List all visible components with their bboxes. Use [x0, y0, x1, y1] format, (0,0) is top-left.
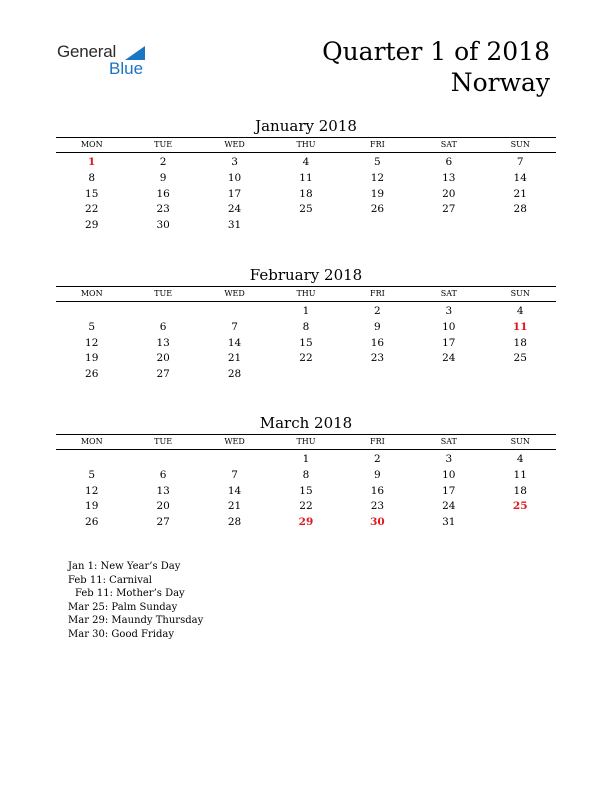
week-row	[56, 452, 556, 468]
day-cell: 31	[442, 516, 456, 529]
day-cell: 25	[299, 203, 313, 216]
day-cell: 28	[513, 203, 527, 216]
day-cell: 23	[156, 203, 170, 216]
month-title: January 2018	[255, 117, 357, 135]
holiday-list	[68, 560, 203, 642]
holiday-item: Mar 29: Maundy Thursday	[68, 615, 204, 627]
day-cell: 3	[445, 453, 453, 465]
day-cell	[56, 304, 127, 320]
day-cell	[485, 218, 556, 234]
day-cell: 8	[302, 468, 310, 481]
day-cell: 6	[445, 156, 453, 168]
day-cell	[342, 367, 413, 383]
weekday-header-row	[56, 137, 556, 153]
day-cell: 2	[159, 156, 167, 168]
day-cell: 8	[88, 171, 96, 184]
day-cell: 10	[442, 468, 456, 481]
weekday-label: SAT	[440, 289, 457, 298]
day-cell	[127, 452, 198, 468]
day-cell	[270, 218, 341, 234]
weekday-label: TUE	[154, 140, 173, 149]
logo-triangle-icon	[125, 46, 145, 60]
day-cell: 11	[512, 320, 528, 333]
day-cell: 7	[516, 156, 524, 168]
week-row	[56, 499, 556, 515]
weekday-label: FRI	[370, 140, 385, 149]
day-cell: 12	[85, 484, 99, 497]
weekday-label: MON	[80, 289, 103, 298]
day-cell: 25	[513, 352, 527, 365]
week-row	[56, 484, 556, 500]
day-cell: 4	[302, 156, 310, 168]
day-cell: 15	[299, 484, 313, 497]
weekday-label: WED	[224, 437, 245, 446]
day-cell: 4	[516, 305, 524, 317]
day-cell: 16	[156, 187, 170, 200]
weekday-label: WED	[224, 140, 245, 149]
day-cell: 18	[299, 187, 313, 200]
month-calendar-march	[56, 413, 556, 531]
week-row	[56, 187, 556, 203]
day-cell: 15	[299, 336, 313, 349]
month-title: February 2018	[249, 266, 363, 284]
month-calendar-january	[56, 116, 556, 234]
day-cell: 7	[231, 320, 238, 333]
day-cell: 27	[442, 203, 456, 216]
week-row	[56, 515, 556, 531]
day-cell: 2	[374, 305, 381, 317]
day-cell: 12	[370, 171, 385, 184]
weekday-label: FRI	[370, 437, 385, 446]
country-title: Norway	[450, 68, 550, 97]
day-cell: 30	[156, 219, 170, 232]
weekday-label: WED	[224, 289, 245, 298]
day-cell: 11	[513, 468, 527, 481]
holiday-item: Feb 11: Mother’s Day	[75, 588, 185, 600]
day-cell: 26	[370, 203, 385, 216]
day-cell: 9	[159, 171, 167, 184]
day-cell	[127, 304, 198, 320]
day-cell: 20	[156, 500, 170, 513]
day-cell: 21	[227, 352, 242, 365]
day-cell: 2	[374, 453, 381, 465]
week-row	[56, 351, 556, 367]
day-cell	[56, 452, 127, 468]
day-cell: 29	[298, 516, 314, 529]
day-cell	[485, 367, 556, 383]
day-cell	[270, 367, 341, 383]
page-title	[322, 36, 550, 98]
week-row	[56, 155, 556, 171]
day-cell: 13	[156, 336, 170, 349]
day-cell: 16	[370, 484, 385, 497]
day-cell: 13	[442, 171, 456, 184]
day-cell: 24	[442, 352, 456, 365]
weekday-label: THU	[296, 437, 316, 446]
day-cell: 18	[513, 484, 527, 497]
day-cell: 20	[442, 187, 456, 200]
day-cell: 23	[370, 352, 385, 365]
day-cell	[342, 218, 413, 234]
day-cell: 5	[374, 156, 381, 168]
week-row	[56, 304, 556, 320]
day-cell	[413, 218, 484, 234]
weekday-label: SAT	[440, 437, 457, 446]
day-cell: 24	[442, 500, 456, 513]
weekday-label: SUN	[510, 140, 530, 149]
day-cell: 4	[516, 453, 524, 465]
day-cell	[199, 304, 270, 320]
day-cell	[485, 515, 556, 531]
day-cell: 19	[85, 352, 99, 365]
day-cell: 24	[227, 203, 242, 216]
day-cell: 6	[159, 468, 167, 481]
day-cell: 3	[445, 305, 453, 317]
day-cell: 16	[370, 336, 385, 349]
weekday-label: MON	[80, 437, 103, 446]
weekday-label: THU	[296, 140, 316, 149]
day-cell: 1	[88, 156, 96, 168]
day-cell: 12	[85, 336, 99, 349]
week-row	[56, 218, 556, 234]
day-cell: 21	[227, 500, 242, 513]
day-cell: 18	[513, 336, 527, 349]
week-row	[56, 336, 556, 352]
day-cell: 25	[512, 500, 528, 513]
day-cell: 22	[299, 500, 313, 513]
weekday-header-row	[56, 434, 556, 450]
weekday-label: FRI	[370, 289, 385, 298]
day-cell: 17	[442, 484, 456, 497]
weekday-label: SUN	[510, 289, 530, 298]
day-cell: 23	[370, 500, 385, 513]
day-cell: 22	[85, 203, 99, 216]
day-cell: 19	[85, 500, 99, 513]
day-cell: 15	[85, 187, 99, 200]
week-row	[56, 468, 556, 484]
weekday-label: TUE	[154, 437, 173, 446]
logo-text-blue: Blue	[109, 59, 144, 78]
day-cell: 14	[227, 484, 242, 497]
weekday-label: SAT	[440, 140, 457, 149]
day-cell: 27	[156, 368, 170, 381]
day-cell: 1	[302, 453, 310, 465]
logo-text-general: General	[57, 42, 117, 61]
day-cell: 8	[302, 320, 310, 333]
day-cell: 10	[442, 320, 456, 333]
week-row	[56, 367, 556, 383]
day-cell: 1	[302, 305, 310, 317]
weekday-header-row	[56, 286, 556, 302]
day-cell: 22	[299, 352, 313, 365]
holiday-item: Jan 1: New Year’s Day	[68, 561, 181, 572]
weekday-label: THU	[296, 289, 316, 298]
weekday-label: MON	[80, 140, 103, 149]
day-cell: 11	[299, 171, 313, 184]
day-cell: 5	[88, 320, 96, 333]
day-cell: 17	[227, 187, 242, 200]
day-cell: 13	[156, 484, 170, 497]
week-row	[56, 171, 556, 187]
day-cell: 7	[231, 468, 238, 481]
day-cell: 10	[227, 171, 242, 184]
quarter-title: Quarter 1 of 2018	[322, 37, 550, 66]
day-cell: 28	[227, 516, 242, 529]
day-cell: 27	[156, 516, 170, 529]
day-cell: 6	[159, 320, 167, 333]
day-cell: 30	[370, 516, 385, 529]
day-cell: 28	[227, 368, 242, 381]
day-cell	[199, 452, 270, 468]
day-cell: 9	[374, 468, 381, 481]
day-cell: 26	[85, 368, 99, 381]
holiday-item: Mar 25: Palm Sunday	[68, 601, 178, 613]
day-cell	[413, 367, 484, 383]
holiday-item: Feb 11: Carnival	[68, 574, 153, 586]
day-cell: 17	[442, 336, 456, 349]
weekday-label: SUN	[510, 437, 530, 446]
day-cell: 3	[231, 156, 238, 168]
holiday-item: Mar 30: Good Friday	[68, 628, 174, 640]
day-cell: 26	[85, 516, 99, 529]
month-title: March 2018	[259, 414, 353, 432]
day-cell: 14	[513, 171, 527, 184]
week-row	[56, 202, 556, 218]
day-cell: 29	[85, 219, 99, 232]
day-cell: 19	[370, 187, 385, 200]
day-cell: 31	[227, 219, 242, 232]
day-cell: 9	[374, 320, 381, 333]
day-cell: 20	[156, 352, 170, 365]
weekday-label: TUE	[154, 289, 173, 298]
week-row	[56, 320, 556, 336]
day-cell: 21	[513, 187, 527, 200]
day-cell: 5	[88, 468, 96, 481]
day-cell: 14	[227, 336, 242, 349]
month-calendar-february	[56, 265, 556, 383]
